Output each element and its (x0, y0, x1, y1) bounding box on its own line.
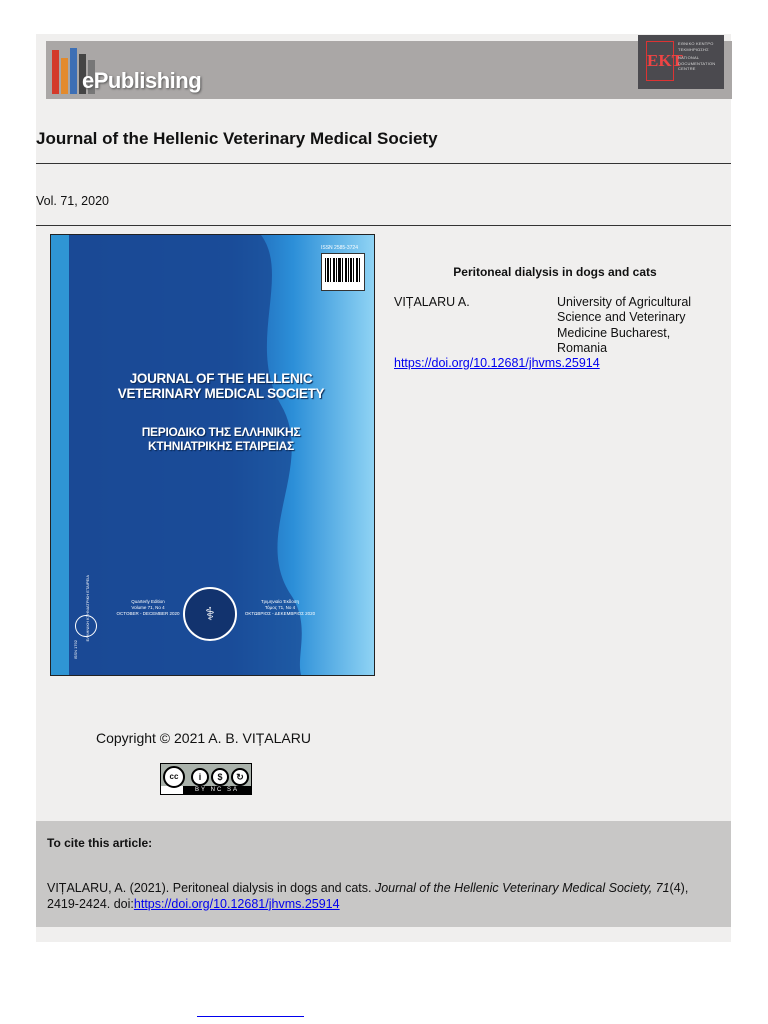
journal-cover-image (50, 234, 375, 676)
cover-issn: ISSN 2585-3724 (321, 245, 358, 251)
footer-link-underline (197, 1016, 304, 1017)
cc-license-badge[interactable] (160, 763, 252, 795)
cc-terms: BY NC SA (183, 786, 251, 794)
divider (36, 163, 731, 164)
ekt-logo-text: ΕΘΝΙΚΟ ΚΕΝΤΡΟ ΤΕΚΜΗΡΙΩΣΗΣ NATIONAL DOCUMENTATION CENTRE (678, 41, 716, 71)
cover-title-en: JOURNAL OF THE HELLENIC VETERINARY MEDICAL SOCIETY (117, 371, 325, 401)
epublishing-logo[interactable]: ePublishing (82, 68, 202, 93)
doi-link[interactable]: https://doi.org/10.12681/jhvms.25914 (394, 356, 600, 370)
society-seal-icon: ⚕ (183, 587, 237, 641)
sa-share-icon: ↻ (231, 768, 249, 786)
cover-side-code: ISSN 1792 (73, 640, 78, 660)
cc-icon: cc (163, 766, 185, 788)
barcode-icon (321, 253, 365, 291)
volume-label: Vol. 71, 2020 (36, 194, 109, 208)
cover-edition-gr: Τριμηνιαία Έκδοση Τόμος 71, Νο 4 ΟΚΤΩΒΡΙΟΣ - ΔΕΚΕΜΒΡΙΟΣ 2020 (244, 599, 316, 616)
cover-edition-en: Quarterly Edition Volume 71, No 4 OCTOBER - DECEMBER 2020 (116, 599, 180, 616)
ekt-logo[interactable] (638, 35, 724, 89)
nc-dollar-icon: $ (211, 768, 229, 786)
citation-heading: To cite this article: (47, 836, 153, 850)
cover-side-label: ΕΛΛΗΝΙΚΗ ΚΤΗΝΙΑΤΡΙΚΗ ΕΤΑΙΡΕΙΑ (85, 575, 90, 642)
ekt-logo-letters: EKT (646, 41, 674, 81)
divider (36, 225, 731, 226)
citation-doi-link[interactable]: https://doi.org/10.12681/jhvms.25914 (133, 896, 340, 911)
by-person-icon: i (191, 768, 209, 786)
author-name: VIȚALARU A. (394, 295, 470, 309)
author-affiliation: University of Agricultural Science and Veterinary Medicine Bucharest, Romania (557, 295, 692, 355)
copyright-notice: Copyright © 2021 A. B. VIȚALARU (96, 730, 311, 746)
journal-title: Journal of the Hellenic Veterinary Medical Society (36, 129, 438, 148)
article-title: Peritoneal dialysis in dogs and cats (453, 265, 657, 279)
cover-title-gr: ΠΕΡΙΟΔΙΚΟ ΤΗΣ ΕΛΛΗΝΙΚΗΣ ΚΤΗΝΙΑΤΡΙΚΗΣ ΕΤΑΙΡΕΙΑΣ (141, 425, 301, 453)
citation-text: VIȚALARU, A. (2021). Peritoneal dialysis in dogs and cats. Journal of the Hellenic Veterinary Medical Society, 71(4), 2419-2424. doi:https://doi.org/10.12681/jhvms.25914 (47, 881, 689, 911)
